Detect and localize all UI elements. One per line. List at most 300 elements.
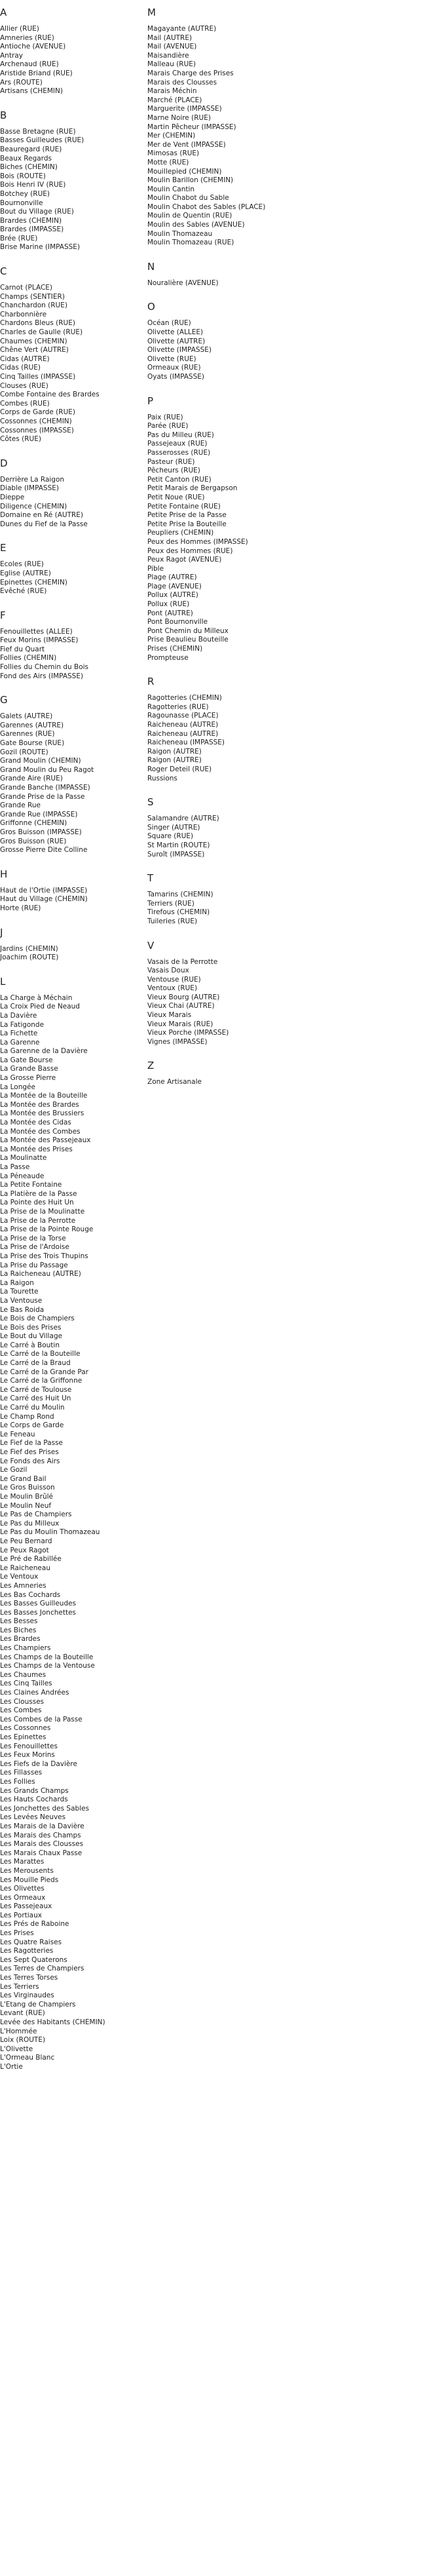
street-link-les-ragotteries[interactable]: Les Ragotteries [0,1947,54,1955]
street-link-les-feux-morins[interactable]: Les Feux Morins [0,1751,55,1759]
street-link-la-montee-des-passejeaux[interactable]: La Montée des Passejeaux [0,1136,91,1145]
street-link-eveche-rue[interactable]: Evêché (RUE) [0,587,47,596]
street-link-le-champ-rond[interactable]: Le Champ Rond [0,1412,54,1421]
street-link-suroit-impasse[interactable]: Suroît (IMPASSE) [147,850,205,858]
street-link-brise-marine-impasse[interactable]: Brise Marine (IMPASSE) [0,243,81,252]
street-link-les-clousses[interactable]: Les Clousses [0,1697,45,1706]
street-link-terriers-rue[interactable]: Terriers (RUE) [147,899,194,908]
street-link-antray[interactable]: Antray [0,51,23,60]
street-link-les-bas-cochards[interactable]: Les Bas Cochards [0,1590,61,1599]
street-link-les-champs-de-la-bouteille[interactable]: Les Champs de la Bouteille [0,1653,94,1661]
street-link-les-mouille-pieds[interactable]: Les Mouille Pieds [0,1875,59,1884]
street-link-charles-de-gaulle-rue[interactable]: Charles de Gaulle (RUE) [0,328,83,337]
street-link-maisandiere[interactable]: Maisandière [147,51,189,60]
street-link-derriere-la-raigon[interactable]: Derrière La Raigon [0,475,65,484]
street-link-motte-rue[interactable]: Motte (RUE) [147,158,189,166]
street-link-ventouse-rue[interactable]: Ventouse (RUE) [147,975,201,984]
street-link-le-fonds-des-airs[interactable]: Le Fonds des Airs [0,1457,60,1465]
street-link-la-prise-de-la-moulinatte[interactable]: La Prise de la Moulinatte [0,1207,85,1216]
street-link-passerosses-rue[interactable]: Passerosses (RUE) [147,448,211,457]
street-link-feux-morins-impasse[interactable]: Feux Morins (IMPASSE) [0,636,79,645]
street-link-plage-avenue[interactable]: Plage (AVENUE) [147,582,202,590]
street-link-jardins-chemin[interactable]: Jardins (CHEMIN) [0,944,58,953]
street-link-raigon-autre[interactable]: Raigon (AUTRE) [147,747,202,756]
street-link-la-grosse-pierre[interactable]: La Grosse Pierre [0,1074,56,1083]
street-link-vieux-chai-autre[interactable]: Vieux Chai (AUTRE) [147,1002,215,1010]
street-link-olivette-impasse[interactable]: Olivette (IMPASSE) [147,346,212,355]
street-link-les-virginaudes[interactable]: Les Virginaudes [0,1991,54,2000]
street-link-la-montee-des-brardes[interactable]: La Montée des Brardes [0,1100,79,1109]
street-link-la-prise-de-la-perrotte[interactable]: La Prise de la Perrotte [0,1216,76,1225]
street-link-levee-des-habitants-chemin[interactable]: Levée des Habitants (CHEMIN) [0,2018,105,2026]
street-link-les-levees-neuves[interactable]: Les Levées Neuves [0,1813,66,1822]
street-link-charbonniere[interactable]: Charbonnière [0,310,47,318]
street-link-prompteuse[interactable]: Prompteuse [147,653,189,662]
street-link-domaine-en-re-autre[interactable]: Domaine en Ré (AUTRE) [0,511,84,520]
street-link-la-petite-fontaine[interactable]: La Petite Fontaine [0,1181,62,1189]
street-link-les-terres-de-champiers[interactable]: Les Terres de Champiers [0,1965,84,1973]
street-link-les-portiaux[interactable]: Les Portiaux [0,1911,42,1919]
street-link-nouraliere-avenue[interactable]: Nouralière (AVENUE) [147,279,219,287]
street-link-les-fenouillettes[interactable]: Les Fenouillettes [0,1742,58,1750]
street-list-item [147,815,363,824]
street-link-les-champiers[interactable]: Les Champiers [0,1644,51,1653]
street-link-moulin-cantin[interactable]: Moulin Cantin [147,185,195,193]
street-link-le-bas-roida[interactable]: Le Bas Roida [0,1305,45,1314]
street-link-l-etang-de-champiers[interactable]: L'Etang de Champiers [0,2000,76,2009]
street-link-la-raigon[interactable]: La Raigon [0,1278,34,1287]
street-link-cossonnes-chemin[interactable]: Cossonnes (CHEMIN) [0,417,72,425]
street-link-ragotteries-chemin[interactable]: Ragotteries (CHEMIN) [147,694,222,702]
street-link-gros-buisson-rue[interactable]: Gros Buisson (RUE) [0,837,67,845]
street-link-les-jonchettes-des-sables[interactable]: Les Jonchettes des Sables [0,1804,90,1813]
street-link-horte-rue[interactable]: Horte (RUE) [0,904,41,912]
street-list-item [0,408,131,417]
street-link-garennes-rue[interactable]: Garennes (RUE) [0,730,55,739]
street-link-la-montee-de-la-bouteille[interactable]: La Montée de la Bouteille [0,1092,88,1100]
street-link-cossonnes-impasse[interactable]: Cossonnes (IMPASSE) [0,426,74,434]
street-link-salamandre-autre[interactable]: Salamandre (AUTRE) [147,815,219,823]
street-link-brardes-chemin[interactable]: Brardes (CHEMIN) [0,216,62,225]
street-link-les-marais-chaux-passe[interactable]: Les Marais Chaux Passe [0,1849,83,1857]
street-link-olivette-autre[interactable]: Olivette (AUTRE) [147,337,206,345]
street-link-grande-rue-impasse[interactable]: Grande Rue (IMPASSE) [0,810,78,818]
street-link-les-cinq-tailles[interactable]: Les Cinq Tailles [0,1680,52,1688]
street-link-gate-bourse-rue[interactable]: Gate Bourse (RUE) [0,739,65,748]
street-link-la-prise-du-passage[interactable]: La Prise du Passage [0,1261,68,1269]
street-link-singer-autre[interactable]: Singer (AUTRE) [147,823,200,832]
street-link-le-peux-ragot[interactable]: Le Peux Ragot [0,1546,49,1554]
street-link-mer-de-vent-impasse[interactable]: Mer de Vent (IMPASSE) [147,140,226,149]
street-link-moulin-thomazeau[interactable]: Moulin Thomazeau [147,229,213,238]
street-link-peux-des-hommes-impasse[interactable]: Peux des Hommes (IMPASSE) [147,537,248,546]
street-link-la-ventouse[interactable]: La Ventouse [0,1296,43,1305]
street-link-grande-rue[interactable]: Grande Rue [0,801,41,810]
street-link-la-montee-des-cidas[interactable]: La Montée des Cidas [0,1119,71,1127]
street-link-la-prise-des-trois-thupins[interactable]: La Prise des Trois Thupins [0,1252,88,1260]
street-link-la-prise-de-la-torse[interactable]: La Prise de la Torse [0,1234,66,1242]
street-link-la-croix-pied-de-neaud[interactable]: La Croix Pied de Neaud [0,1003,80,1011]
street-link-les-pres-de-raboine[interactable]: Les Prés de Raboine [0,1920,69,1929]
street-link-le-carre-de-la-bouteille[interactable]: Le Carré de la Bouteille [0,1350,81,1358]
street-link-les-combes-de-la-passe[interactable]: Les Combes de la Passe [0,1715,83,1723]
street-link-moulin-chabot-des-sables-place[interactable]: Moulin Chabot des Sables (PLACE) [147,202,266,211]
street-link-l-ormeau-blanc[interactable]: L'Ormeau Blanc [0,2054,55,2062]
street-link-les-sept-quaterons[interactable]: Les Sept Quaterons [0,1955,67,1964]
street-link-grande-prise-de-la-passe[interactable]: Grande Prise de la Passe [0,792,85,801]
street-link-artisans-chemin[interactable]: Artisans (CHEMIN) [0,87,63,96]
street-link-carnot-place[interactable]: Carnot (PLACE) [0,284,53,292]
street-list [147,25,363,248]
street-link-les-marattes[interactable]: Les Marattes [0,1858,45,1866]
street-link-magayante-autre[interactable]: Magayante (AUTRE) [147,25,217,33]
street-link-la-platiere-de-la-passe[interactable]: La Platière de la Passe [0,1189,77,1198]
street-link-les-fillasses[interactable]: Les Fillasses [0,1769,43,1777]
street-link-grosse-pierre-dite-colline[interactable]: Grosse Pierre Dite Colline [0,846,88,855]
street-link-brardes-impasse[interactable]: Brardes (IMPASSE) [0,225,64,234]
street-link-diligence-chemin[interactable]: Diligence (CHEMIN) [0,502,67,510]
street-link-les-quatre-raises[interactable]: Les Quatre Raises [0,1938,62,1946]
street-link-la-longee[interactable]: La Longée [0,1083,35,1091]
street-link-galets-autre[interactable]: Galets (AUTRE) [0,712,53,721]
street-link-la-daviere[interactable]: La Davière [0,1011,37,1020]
street-link-raicheneau-autre[interactable]: Raicheneau (AUTRE) [147,729,219,738]
street-link-la-moulinatte[interactable]: La Moulinatte [0,1154,47,1163]
street-link-les-marais-de-la-daviere[interactable]: Les Marais de la Davière [0,1822,84,1830]
street-link-les-brardes[interactable]: Les Brardes [0,1635,41,1644]
street-link-mimosas-rue[interactable]: Mimosas (RUE) [147,149,200,158]
street-link-vieux-marais-rue[interactable]: Vieux Marais (RUE) [147,1020,213,1028]
street-link-moulin-chabot-du-sable[interactable]: Moulin Chabot du Sable [147,194,229,202]
street-link-la-montee-des-brussiers[interactable]: La Montée des Brussiers [0,1109,84,1118]
street-link-ars-route[interactable]: Ars (ROUTE) [0,78,43,87]
street-link-les-grands-champs[interactable]: Les Grands Champs [0,1786,69,1795]
street-link-le-bout-du-village[interactable]: Le Bout du Village [0,1332,63,1341]
street-link-martin-pecheur-impasse[interactable]: Martin Pêcheur (IMPASSE) [147,123,236,131]
street-link-vignes-impasse[interactable]: Vignes (IMPASSE) [147,1037,208,1046]
street-link-petit-noue-rue[interactable]: Petit Noue (RUE) [147,493,205,501]
street-link-tamarins-chemin[interactable]: Tamarins (CHEMIN) [147,891,213,899]
street-link-aristide-briand-rue[interactable]: Aristide Briand (RUE) [0,69,73,77]
street-link-combe-fontaine-des-brardes[interactable]: Combe Fontaine des Brardes [0,391,100,399]
street-link-marais-mechin[interactable]: Marais Méchin [147,87,197,96]
street-link-le-carre-du-moulin[interactable]: Le Carré du Moulin [0,1404,65,1412]
street-link-marche-place[interactable]: Marché (PLACE) [147,96,202,104]
street-link-le-carre-de-la-grande-par[interactable]: Le Carré de la Grande Par [0,1368,89,1376]
street-link-le-peu-bernard[interactable]: Le Peu Bernard [0,1537,52,1545]
street-list-item [147,565,363,574]
street-link-follies-chemin[interactable]: Follies (CHEMIN) [0,654,57,663]
street-link-ventoux-rue[interactable]: Ventoux (RUE) [147,984,198,993]
street-link-le-carre-de-toulouse[interactable]: Le Carré de Toulouse [0,1385,72,1394]
street-list-item [0,87,131,96]
street-link-combes-rue[interactable]: Combes (RUE) [0,399,50,408]
street-link-beauregard-rue[interactable]: Beauregard (RUE) [0,145,62,153]
street-link-gros-buisson-impasse[interactable]: Gros Buisson (IMPASSE) [0,828,82,836]
street-link-le-grand-bail[interactable]: Le Grand Bail [0,1474,46,1483]
street-link-la-fichette[interactable]: La Fichette [0,1029,38,1038]
street-link-zone-artisanale[interactable]: Zone Artisanale [147,1078,202,1086]
street-link-tirefous-chemin[interactable]: Tirefous (CHEMIN) [147,908,210,917]
street-link-allier-rue[interactable]: Allier (RUE) [0,25,39,33]
street-link-cinq-tailles-impasse[interactable]: Cinq Tailles (IMPASSE) [0,373,76,381]
street-link-les-chaumes[interactable]: Les Chaumes [0,1670,46,1679]
street-link-le-feneau[interactable]: Le Feneau [0,1430,35,1438]
street-link-mer-chemin[interactable]: Mer (CHEMIN) [147,132,196,140]
street-link-paree-rue[interactable]: Parée (RUE) [147,422,189,431]
street-link-le-carre-des-huit-un[interactable]: Le Carré des Huit Un [0,1394,71,1403]
street-list-item [147,636,363,645]
street-link-antioche-avenue[interactable]: Antioche (AVENUE) [0,43,66,51]
street-list-item [0,663,131,672]
street-link-passejeaux-rue[interactable]: Passejeaux (RUE) [147,440,208,448]
street-link-grande-aire-rue[interactable]: Grande Aire (RUE) [0,775,63,783]
street-link-ragounasse-place[interactable]: Ragounasse (PLACE) [147,712,219,720]
street-link-l-ortie[interactable]: L'Ortie [0,2062,23,2071]
street-link-epinettes-chemin[interactable]: Epinettes (CHEMIN) [0,578,67,586]
street-link-chaumes-chemin[interactable]: Chaumes (CHEMIN) [0,337,67,345]
street-link-les-cossonnes[interactable]: Les Cossonnes [0,1724,51,1733]
street-link-moulin-barillon-chemin[interactable]: Moulin Barillon (CHEMIN) [147,176,234,185]
street-link-les-claines-andrees[interactable]: Les Claines Andrées [0,1689,69,1697]
street-link-pasteur-rue[interactable]: Pasteur (RUE) [147,457,195,466]
street-link-eglise-autre[interactable]: Eglise (AUTRE) [0,569,51,577]
street-link-les-basses-guilleudes[interactable]: Les Basses Guilleudes [0,1600,77,1608]
street-link-la-peneaude[interactable]: La Péneaude [0,1172,45,1180]
street-link-les-biches[interactable]: Les Biches [0,1626,37,1634]
street-link-les-terres-torses[interactable]: Les Terres Torses [0,1974,58,1982]
street-link-petite-fontaine-rue[interactable]: Petite Fontaine (RUE) [147,502,221,510]
street-link-moulin-thomazeau-rue[interactable]: Moulin Thomazeau (RUE) [147,239,234,247]
street-link-dunes-du-fief-de-la-passe[interactable]: Dunes du Fief de la Passe [0,520,88,528]
street-link-la-garenne-de-la-daviere[interactable]: La Garenne de la Davière [0,1047,88,1056]
street-link-bois-henri-iv-rue[interactable]: Bois Henri IV (RUE) [0,181,66,189]
street-link-la-gate-bourse[interactable]: La Gate Bourse [0,1056,53,1064]
street-link-peupliers-chemin[interactable]: Peupliers (CHEMIN) [147,529,214,537]
street-link-la-prise-de-la-pointe-rouge[interactable]: La Prise de la Pointe Rouge [0,1225,94,1234]
street-link-le-moulin-brule[interactable]: Le Moulin Brûlé [0,1492,53,1501]
street-link-le-pas-de-champiers[interactable]: Le Pas de Champiers [0,1510,72,1519]
street-link-bois-route[interactable]: Bois (ROUTE) [0,172,46,180]
street-link-garennes-autre[interactable]: Garennes (AUTRE) [0,721,64,729]
street-link-bree-rue[interactable]: Brée (RUE) [0,234,38,242]
street-link-le-pas-du-moulin-thomazeau[interactable]: Le Pas du Moulin Thomazeau [0,1528,100,1537]
street-link-cotes-rue[interactable]: Côtes (RUE) [0,435,41,444]
street-link-la-charge-a-mechain[interactable]: La Charge à Méchain [0,993,73,1002]
street-link-la-montee-des-combes[interactable]: La Montée des Combes [0,1127,81,1136]
street-link-la-fatigonde[interactable]: La Fatigonde [0,1020,45,1029]
street-link-olivette-allee[interactable]: Olivette (ALLEE) [147,328,204,337]
street-link-petite-prise-de-la-passe[interactable]: Petite Prise de la Passe [147,511,227,520]
street-link-les-olivettes[interactable]: Les Olivettes [0,1885,45,1893]
street-link-les-prises[interactable]: Les Prises [0,1929,34,1938]
street-link-les-terriers[interactable]: Les Terriers [0,1982,39,1991]
street-link-chardons-bleus-rue[interactable]: Chardons Bleus (RUE) [0,319,75,328]
street-link-haut-du-village-chemin[interactable]: Haut du Village (CHEMIN) [0,895,88,904]
street-list-item [0,766,131,775]
street-link-le-fief-de-la-passe[interactable]: Le Fief de la Passe [0,1439,63,1448]
street-link-fenouillettes-allee[interactable]: Fenouillettes (ALLEE) [0,627,73,636]
street-link-petit-marais-de-bergapson[interactable]: Petit Marais de Bergapson [147,484,238,493]
street-link-les-marais-des-champs[interactable]: Les Marais des Champs [0,1831,81,1839]
street-link-le-pre-de-rabillee[interactable]: Le Pré de Rabillée [0,1555,62,1564]
street-link-les-follies[interactable]: Les Follies [0,1777,35,1786]
street-link-bout-du-village-rue[interactable]: Bout du Village (RUE) [0,208,74,216]
street-link-diable-impasse[interactable]: Diable (IMPASSE) [0,484,59,493]
street-link-le-pas-du-milleux[interactable]: Le Pas du Milleux [0,1519,60,1528]
street-link-ormeaux-rue[interactable]: Ormeaux (RUE) [147,364,201,372]
street-link-basse-bretagne-rue[interactable]: Basse Bretagne (RUE) [0,127,76,136]
street-link-cidas-rue[interactable]: Cidas (RUE) [0,364,41,372]
street-link-plage-autre[interactable]: Plage (AUTRE) [147,573,197,582]
street-link-prise-beaulieu-bouteille[interactable]: Prise Beaulieu Bouteille [147,636,229,644]
street-link-grande-banche-impasse[interactable]: Grande Banche (IMPASSE) [0,784,90,792]
street-link-l-olivette[interactable]: L'Olivette [0,2045,33,2053]
street-link-marais-des-clousses[interactable]: Marais des Clousses [147,78,217,87]
street-link-le-fief-des-prises[interactable]: Le Fief des Prises [0,1448,59,1456]
street-link-vasais-doux[interactable]: Vasais Doux [147,967,189,975]
street-link-petit-canton-rue[interactable]: Petit Canton (RUE) [147,475,212,484]
street-link-le-moulin-neuf[interactable]: Le Moulin Neuf [0,1501,52,1510]
street-link-oyats-impasse[interactable]: Oyats (IMPASSE) [147,373,204,381]
street-link-ecoles-rue[interactable]: Ecoles (RUE) [0,560,44,569]
street-link-la-raicheneau-autre[interactable]: La Raicheneau (AUTRE) [0,1270,81,1278]
street-link-mail-autre[interactable]: Mail (AUTRE) [147,33,193,42]
street-link-petite-prise-la-bouteille[interactable]: Petite Prise la Bouteille [147,520,227,528]
street-link-fond-des-airs-impasse[interactable]: Fond des Airs (IMPASSE) [0,672,84,680]
street-link-clouses-rue[interactable]: Clouses (RUE) [0,381,48,390]
street-link-archenaud-rue[interactable]: Archenaud (RUE) [0,60,59,69]
street-link-st-martin-route[interactable]: St Martin (ROUTE) [147,841,210,849]
street-link-les-hauts-cochards[interactable]: Les Hauts Cochards [0,1796,68,1804]
street-link-tuileries-rue[interactable]: Tuileries (RUE) [147,917,198,925]
street-link-cidas-autre[interactable]: Cidas (AUTRE) [0,355,50,363]
street-link-russions[interactable]: Russions [147,774,177,782]
street-link-pas-du-milleu-rue[interactable]: Pas du Milleu (RUE) [147,431,214,439]
street-link-grand-moulin-du-peu-ragot[interactable]: Grand Moulin du Peu Ragot [0,765,94,774]
street-link-pont-bournonville[interactable]: Pont Bournonville [147,618,208,626]
street-link-ragotteries-rue[interactable]: Ragotteries (RUE) [147,702,209,711]
street-link-beaux-regards[interactable]: Beaux Regards [0,154,52,163]
street-link-prises-chemin[interactable]: Prises (CHEMIN) [147,645,203,653]
street-link-pecheurs-rue[interactable]: Pêcheurs (RUE) [147,467,200,475]
street-link-pollux-rue[interactable]: Pollux (RUE) [147,600,190,609]
street-link-fief-du-quart[interactable]: Fief du Quart [0,645,45,653]
street-link-marguerite-impasse[interactable]: Marguerite (IMPASSE) [147,105,222,113]
street-link-les-basses-jonchettes[interactable]: Les Basses Jonchettes [0,1608,77,1617]
street-link-amneries-rue[interactable]: Amneries (RUE) [0,33,54,42]
letter-heading: J [0,926,3,938]
street-link-le-bois-des-prises[interactable]: Le Bois des Prises [0,1323,62,1332]
street-link-vasais-de-la-perrotte[interactable]: Vasais de la Perrotte [147,957,218,966]
street-link-la-grande-basse[interactable]: La Grande Basse [0,1065,58,1073]
street-link-gozil-route[interactable]: Gozil (ROUTE) [0,748,48,756]
street-link-les-merousents[interactable]: Les Merousents [0,1866,54,1875]
street-link-le-carre-de-la-griffonne[interactable]: Le Carré de la Griffonne [0,1377,83,1385]
street-link-les-epinettes[interactable]: Les Epinettes [0,1733,46,1741]
street-link-le-bois-de-champiers[interactable]: Le Bois de Champiers [0,1315,75,1323]
street-link-le-ventoux[interactable]: Le Ventoux [0,1573,39,1581]
street-link-les-combes[interactable]: Les Combes [0,1706,42,1715]
street-link-levant-rue[interactable]: Levant (RUE) [0,2009,45,2018]
street-link-le-gozil[interactable]: Le Gozil [0,1466,28,1474]
street-link-vieux-porche-impasse[interactable]: Vieux Porche (IMPASSE) [147,1029,229,1037]
street-link-la-tourette[interactable]: La Tourette [0,1288,39,1296]
street-link-les-passejeaux[interactable]: Les Passejeaux [0,1902,52,1911]
street-link-marne-noire-rue[interactable]: Marne Noire (RUE) [147,113,211,122]
street-link-pont-autre[interactable]: Pont (AUTRE) [147,609,193,617]
street-link-le-gros-buisson[interactable]: Le Gros Buisson [0,1484,55,1492]
street-link-le-corps-de-garde[interactable]: Le Corps de Garde [0,1421,64,1430]
street-link-chene-vert-autre[interactable]: Chêne Vert (AUTRE) [0,346,69,355]
street-link-peux-ragot-avenue[interactable]: Peux Ragot (AVENUE) [147,556,222,564]
street-link-la-montee-des-prises[interactable]: La Montée des Prises [0,1145,73,1153]
street-link-paix-rue[interactable]: Paix (RUE) [147,413,183,421]
street-link-chanchardon-rue[interactable]: Chanchardon (RUE) [0,301,67,310]
street-link-vieux-marais[interactable]: Vieux Marais [147,1011,192,1020]
street-link-la-passe[interactable]: La Passe [0,1163,30,1171]
street-link-haut-de-l-ortie-impasse[interactable]: Haut de l'Ortie (IMPASSE) [0,886,88,894]
street-link-la-garenne[interactable]: La Garenne [0,1038,40,1047]
street-link-la-pointe-des-huit-un[interactable]: La Pointe des Huit Un [0,1199,74,1207]
street-link-pollux-autre[interactable]: Pollux (AUTRE) [147,591,198,600]
street-link-les-champs-de-la-ventouse[interactable]: Les Champs de la Ventouse [0,1662,95,1670]
street-list [0,25,131,96]
street-link-la-prise-de-l-ardoise[interactable]: La Prise de l'Ardoise [0,1243,69,1252]
street-link-griffonne-chemin[interactable]: Griffonne (CHEMIN) [0,819,67,828]
street-link-pible[interactable]: Pible [147,564,164,573]
street-link-champs-sentier[interactable]: Champs (SENTIER) [0,292,65,301]
street-link-raicheneau-impasse[interactable]: Raicheneau (IMPASSE) [147,739,225,747]
street-link-les-amneries[interactable]: Les Amneries [0,1581,46,1590]
street-link-raigon-autre[interactable]: Raigon (AUTRE) [147,756,202,765]
street-link-le-raicheneau[interactable]: Le Raicheneau [0,1564,50,1572]
street-link-le-carre-a-boutin[interactable]: Le Carré à Boutin [0,1341,60,1349]
street-link-grand-moulin-chemin[interactable]: Grand Moulin (CHEMIN) [0,757,81,765]
street-link-moulin-de-quentin-rue[interactable]: Moulin de Quentin (RUE) [147,212,232,220]
street-link-mouillepied-chemin[interactable]: Mouillepied (CHEMIN) [147,167,222,176]
street-link-moulin-des-sables-avenue[interactable]: Moulin des Sables (AVENUE) [147,221,245,229]
street-link-botchey-rue[interactable]: Botchey (RUE) [0,189,50,198]
street-link-ocean-rue[interactable]: Océan (RUE) [147,319,191,328]
street-link-biches-chemin[interactable]: Biches (CHEMIN) [0,163,58,172]
street-link-joachim-route[interactable]: Joachim (ROUTE) [0,953,59,962]
street-link-l-hommee[interactable]: L'Hommée [0,2027,37,2035]
street-link-raicheneau-autre[interactable]: Raicheneau (AUTRE) [147,721,219,729]
street-link-square-rue[interactable]: Square (RUE) [147,832,194,841]
street-link-vieux-bourg-autre[interactable]: Vieux Bourg (AUTRE) [147,993,220,1001]
street-list-item [0,587,131,596]
street-link-marais-charge-des-prises[interactable]: Marais Charge des Prises [147,69,234,77]
street-link-olivette-rue[interactable]: Olivette (RUE) [147,355,196,363]
street-link-bournonville[interactable]: Bournonville [0,199,43,207]
street-link-le-carre-de-la-braud[interactable]: Le Carré de la Braud [0,1359,71,1368]
street-link-les-ormeaux[interactable]: Les Ormeaux [0,1893,46,1902]
street-link-les-fiefs-de-la-daviere[interactable]: Les Fiefs de la Davière [0,1759,77,1768]
street-link-mail-avenue[interactable]: Mail (AVENUE) [147,43,197,51]
street-link-peux-des-hommes-rue[interactable]: Peux des Hommes (RUE) [147,547,233,555]
street-link-dieppe[interactable]: Dieppe [0,493,25,501]
street-link-pont-chemin-du-milleux[interactable]: Pont Chemin du Milleux [147,626,229,635]
street-link-basses-guilleudes-rue[interactable]: Basses Guilleudes (RUE) [0,136,84,145]
street-link-roger-deteil-rue[interactable]: Roger Deteil (RUE) [147,765,212,773]
street-link-malleau-rue[interactable]: Malleau (RUE) [147,60,196,69]
street-link-follies-du-chemin-du-bois[interactable]: Follies du Chemin du Bois [0,663,89,672]
street-link-corps-de-garde-rue[interactable]: Corps de Garde (RUE) [0,408,75,417]
street-link-loix-route[interactable]: Loix (ROUTE) [0,2036,46,2045]
street-link-les-marais-des-clousses[interactable]: Les Marais des Clousses [0,1840,84,1849]
street-link-les-besses[interactable]: Les Besses [0,1617,38,1626]
